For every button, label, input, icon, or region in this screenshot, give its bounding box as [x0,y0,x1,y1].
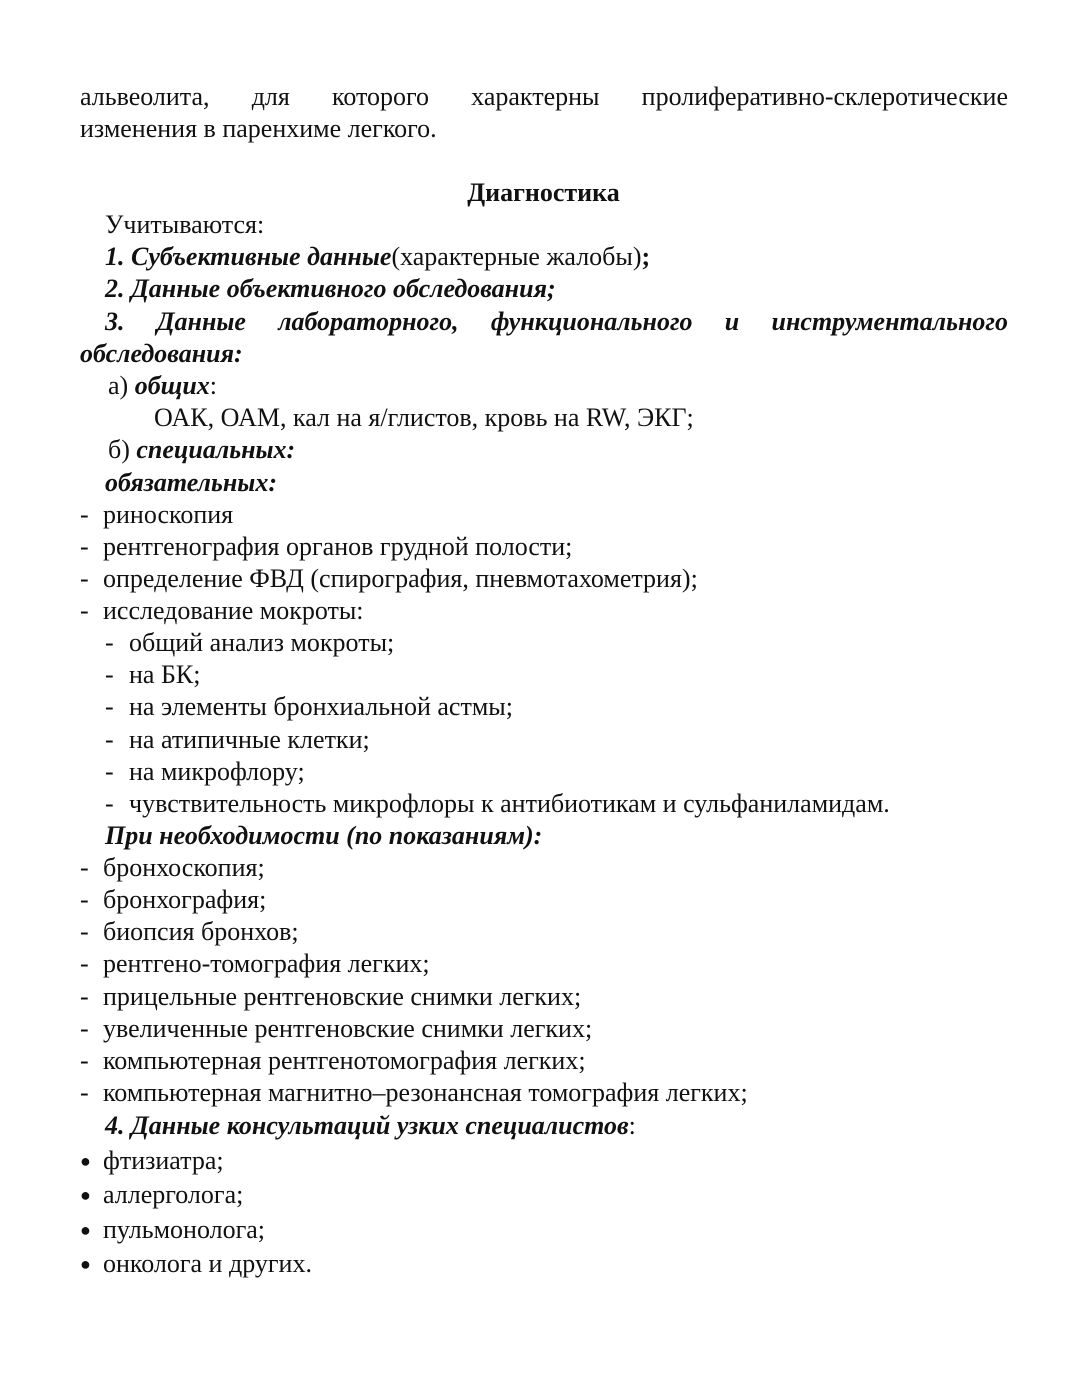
item-3-line-2: обследования: [80,339,243,368]
special-label [108,434,295,466]
considered-label: Учитываются: [105,210,265,239]
bullet-item-text: онколога и других. [103,1249,312,1278]
intro-line-2: изменения в паренхиме легкого. [80,114,437,143]
if-needed-label: При необходимости (по показаниям): [105,821,543,850]
list-item [80,1077,748,1109]
sub-list-item [105,691,513,723]
list-item-text: исследование мокроты: [103,596,364,625]
dash-marker: - [80,917,89,946]
sub-list-item [105,756,305,788]
bullet-item [80,1248,312,1280]
bullet-item-text: пульмонолога; [103,1215,266,1244]
sub-list-item-text: на атипичные клетки; [129,725,370,754]
sub-list-item-text: на БК; [129,660,201,689]
mandatory-label: обязательных: [105,468,277,497]
list-item [80,499,233,531]
list-item-text: биопсия бронхов; [103,917,299,946]
intro-line-1: альвеолита, для которого характерны пролиферативно-склеротические [80,82,1008,111]
list-item-text: компьютерная рентгенотомография легких; [103,1046,586,1075]
list-item [80,563,698,595]
list-item-text: рентгено-томография легких; [103,949,430,978]
sub-list-item [105,788,890,820]
list-item [80,531,572,563]
list-item-text: прицельные рентгеновские снимки легких; [103,982,582,1011]
dash-marker: - [80,885,89,914]
list-item-text: определение ФВД (спирография, пневмотахометрия); [103,564,698,593]
general-label [108,370,217,402]
list-item [80,852,265,884]
list-item [80,1013,592,1045]
bullet-item-text: фтизиатра; [103,1146,224,1175]
dash-marker: - [105,628,114,657]
dash-marker: - [80,949,89,978]
sub-list-item-text: на микрофлору; [129,757,305,786]
list-item [80,884,266,916]
list-item-text: компьютерная магнитно–резонансная томография легких; [103,1078,748,1107]
list-item [80,948,430,980]
section-heading: Диагностика [467,178,620,207]
item-3-line-1: 3. Данные лабораторного, функционального и инструментального [105,307,1008,336]
item-4-suffix: : [628,1111,636,1140]
sub-list-item [105,724,370,756]
list-item-text: бронхография; [103,885,267,914]
general-suffix: : [209,371,218,400]
dash-marker: - [105,660,114,689]
list-item-text: увеличенные рентгеновские снимки легких; [103,1014,593,1043]
dash-marker: - [80,1014,89,1043]
dash-marker: - [80,500,89,529]
item-1-tail: ; [641,242,651,271]
dash-marker: - [105,725,114,754]
sub-list-item-text: общий анализ мокроты; [129,628,395,657]
sub-list-item-text: чувствительность микрофлоры к антибиотикам и сульфаниламидам. [129,789,890,818]
special-title: специальных: [136,435,296,464]
special-prefix: б) [108,435,137,464]
dash-marker: - [80,853,89,882]
list-item-text: риноскопия [103,500,234,529]
list-item [80,981,581,1013]
dash-marker: - [80,596,89,625]
sub-list-item [105,627,394,659]
general-title: общих [134,371,210,400]
item-4-title: 4. Данные консультаций узких специалистов [105,1111,629,1140]
list-item-text: рентгенография органов грудной полости; [103,532,573,561]
item-1-title: 1. Субъективные данные [105,242,392,271]
dash-marker: - [105,692,114,721]
dash-marker: - [80,564,89,593]
item-1 [105,241,650,273]
bullet-icon: ● [80,1254,91,1274]
sub-list-item-text: на элементы бронхиальной астмы; [129,692,513,721]
general-prefix: а) [108,371,135,400]
bullet-icon: ● [80,1220,91,1240]
bullet-item [80,1214,265,1246]
dash-marker: - [80,982,89,1011]
bullet-item [80,1145,224,1177]
dash-marker: - [105,789,114,818]
list-item-text: бронхоскопия; [103,853,265,882]
dash-marker: - [80,532,89,561]
dash-marker: - [105,757,114,786]
list-item [80,595,364,627]
list-item [80,1045,586,1077]
item-4 [105,1110,636,1142]
bullet-icon: ● [80,1185,91,1205]
item-1-note: (характерные жалобы) [391,242,642,271]
bullet-item [80,1179,243,1211]
bullet-item-text: аллерголога; [103,1180,244,1209]
list-item [80,916,299,948]
general-tests: ОАК, ОАМ, кал на я/глистов, кровь на RW, ЭКГ; [154,403,694,432]
item-2: 2. Данные объективного обследования; [105,274,556,303]
dash-marker: - [80,1046,89,1075]
sub-list-item [105,659,200,691]
bullet-icon: ● [80,1151,91,1171]
dash-marker: - [80,1078,89,1107]
